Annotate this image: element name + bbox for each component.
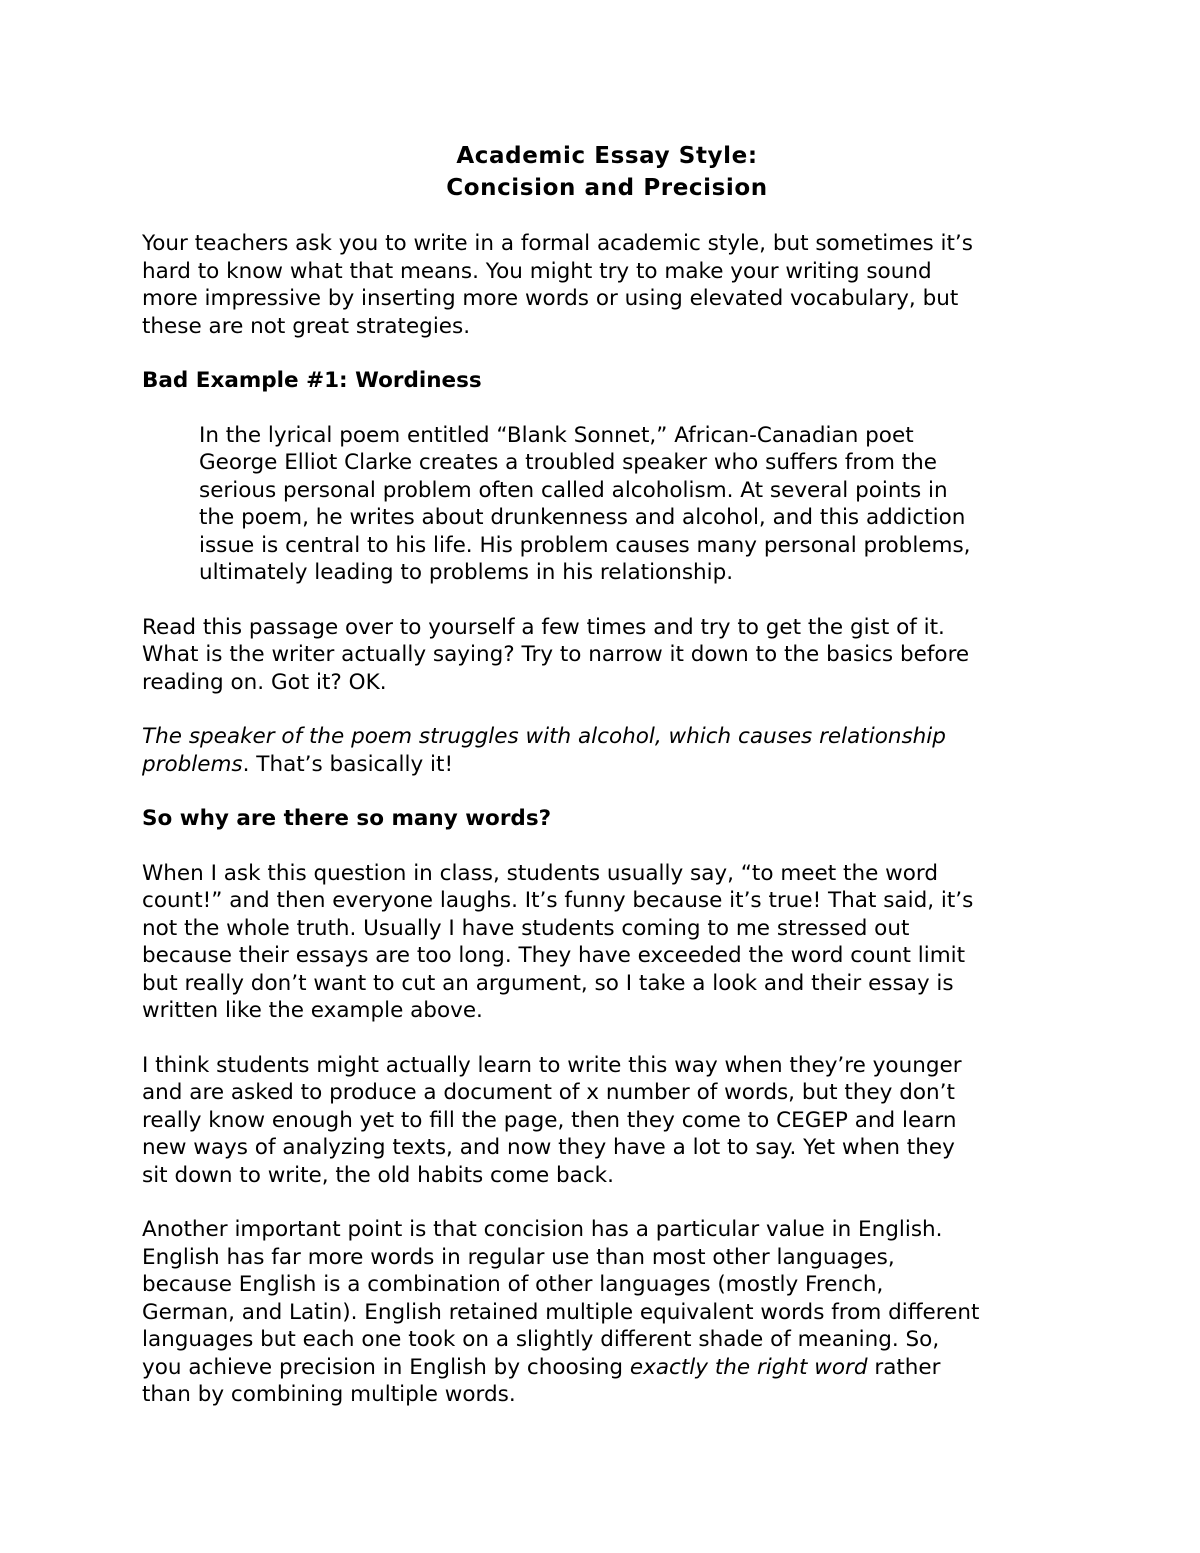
section-heading-wordiness: Bad Example #1: Wordiness: [142, 368, 482, 393]
class-question-paragraph: When I ask this question in class, students usually say, “to meet the word count!” and then everyone laughs. It’s funny because it’s true! That said, it’s not the whole truth. Usually I have students coming to me stressed out because their essays are too long. They have exceeded the word count limit but really don’t want to cut an argument, so I take a look and their essay is written like the example above.: [142, 860, 974, 1023]
english-para-start: Another important point is that concision has a particular value in English. English has far more words in regular use than most other languages, because English is a combination of other languages (mostly French, German, and Latin). English retained multiple equivalent words from different languages but each one took on a slightly different shade of meaning. So, you achieve precision in English by choosing: [142, 1217, 980, 1380]
example-block-quote: In the lyrical poem entitled “Blank Sonnet,” African-Canadian poet George Elliot Clarke creates a troubled speaker who suffers from the serious personal problem often called alcoholism. At several points in the poem, he writes about drunkenness and alcohol, and this addiction issue is central to his life. His problem causes many personal problems, ultimately leading to problems in his relationship.: [199, 422, 971, 585]
document-title: [142, 140, 1072, 204]
summary-rest-text: . That’s basically it!: [242, 751, 454, 777]
title-line-1: Academic Essay Style:: [456, 143, 758, 169]
read-passage-paragraph: Read this passage over to yourself a few times and try to get the gist of it. What is the writer actually saying? Try to narrow it down to the basics before reading on. Got it? OK.: [142, 614, 970, 695]
section-heading-why-words: So why are there so many words?: [142, 806, 552, 831]
intro-paragraph: Your teachers ask you to write in a formal academic style, but sometimes it’s hard to know what that means. You might try to make your writing sound more impressive by inserting more words or using elevated vocabulary, but these are not great strategies.: [142, 231, 973, 339]
summary-italic-text: The speaker of the poem struggles with alcohol, which causes relationship problems: [142, 724, 946, 777]
english-para-italic: exactly the right word: [629, 1354, 868, 1380]
title-line-2: Concision and Precision: [446, 175, 768, 201]
summary-paragraph: [142, 723, 1072, 778]
students-habits-paragraph: I think students might actually learn to write this way when they’re younger and are asked to produce a document of x number of words, but they don’t really know enough yet to fill the page, then they come to CEGEP and learn new ways of analyzing texts, and now they have a lot to say. Yet when they sit down to write, the old habits come back.: [142, 1052, 962, 1188]
english-concision-paragraph: [142, 1216, 1072, 1409]
english-para-end: rather than by combining multiple words.: [142, 1354, 941, 1407]
document-body: [142, 140, 1072, 1436]
